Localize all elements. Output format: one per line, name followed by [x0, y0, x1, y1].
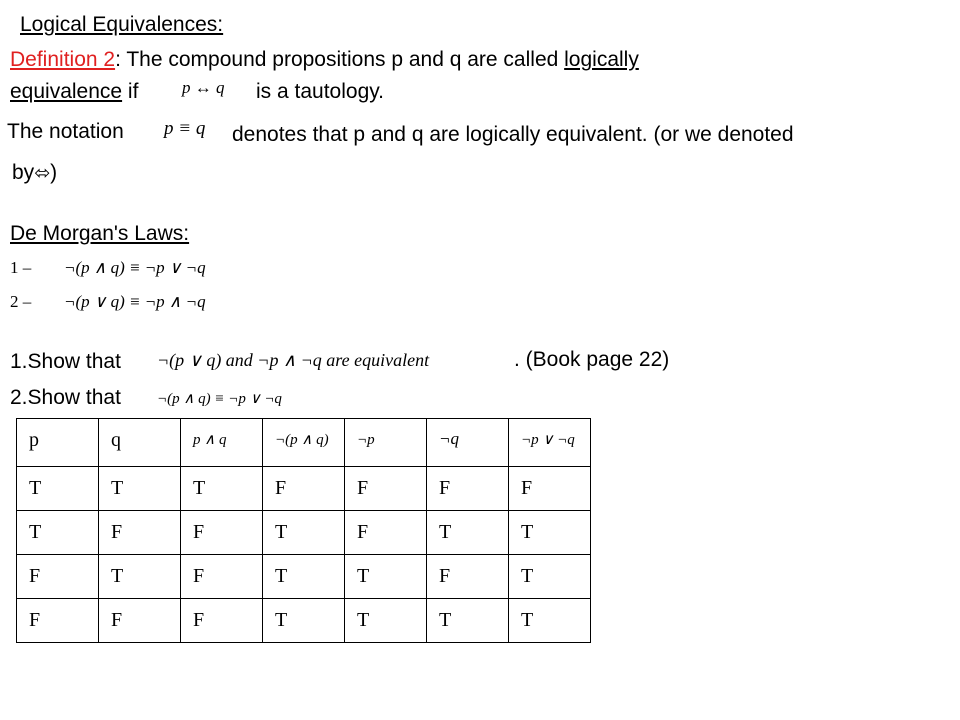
- exercise-1-reference: . (Book page 22): [514, 348, 670, 371]
- header-cell: p ∧ q: [181, 419, 263, 467]
- demorgan-heading: De Morgan's Laws:: [10, 222, 190, 245]
- table-cell: T: [263, 599, 345, 643]
- table-cell: T: [99, 555, 181, 599]
- header-cell: ¬p ∨ ¬q: [509, 419, 591, 467]
- table-cell: T: [263, 555, 345, 599]
- exercise-2-label: 2.Show that: [10, 386, 121, 409]
- table-cell: F: [427, 555, 509, 599]
- table-cell: F: [263, 467, 345, 511]
- exercise-2-formula: ¬(p ∧ q) ≡ ¬p ∨ ¬q: [157, 391, 282, 407]
- exercise-1-formula: ¬(p ∨ q) and ¬p ∧ ¬q are equivalent: [157, 350, 430, 370]
- notation-text: denotes that p and q are logically equivalent. (or we denoted: [232, 123, 794, 146]
- table-cell: T: [181, 467, 263, 511]
- biconditional-formula: p ↔ q: [182, 78, 225, 97]
- table-cell: T: [263, 511, 345, 555]
- law-1-number: 1 –: [10, 258, 32, 277]
- definition-text: : The compound propositions p and q are called: [115, 48, 565, 71]
- table-cell: T: [99, 467, 181, 511]
- table-cell: F: [345, 511, 427, 555]
- table-cell: T: [427, 511, 509, 555]
- table-cell: F: [509, 467, 591, 511]
- table-row: [17, 599, 591, 643]
- definition-term: logically: [564, 48, 639, 71]
- page-title: Logical Equivalences:: [20, 13, 224, 36]
- definition-term-2: equivalence: [10, 80, 123, 103]
- table-cell: T: [345, 599, 427, 643]
- table-row: [17, 511, 591, 555]
- header-cell: ¬p: [345, 419, 427, 467]
- header-cell: ¬q: [427, 419, 509, 467]
- table-cell: T: [509, 599, 591, 643]
- table-cell: T: [509, 555, 591, 599]
- table-cell: T: [17, 467, 99, 511]
- table-header-row: [17, 419, 591, 467]
- table-cell: F: [17, 599, 99, 643]
- table-cell: T: [345, 555, 427, 599]
- table-cell: F: [99, 599, 181, 643]
- table-cell: F: [181, 511, 263, 555]
- law-2-formula: ¬(p ∨ q) ≡ ¬p ∧ ¬q: [64, 292, 206, 311]
- table-row: [17, 467, 591, 511]
- table-row: [17, 555, 591, 599]
- table-cell: F: [17, 555, 99, 599]
- header-cell: p: [17, 419, 99, 467]
- table-cell: T: [427, 599, 509, 643]
- header-cell: ¬(p ∧ q): [263, 419, 345, 467]
- table-cell: T: [509, 511, 591, 555]
- definition-label: Definition 2: [10, 48, 116, 71]
- header-cell: q: [99, 419, 181, 467]
- table-cell: F: [345, 467, 427, 511]
- notation-by: by⬄): [12, 161, 58, 184]
- table-cell: T: [17, 511, 99, 555]
- table-cell: F: [181, 555, 263, 599]
- notation-label: The notation: [7, 120, 124, 143]
- definition-line-1: [10, 47, 639, 73]
- double-arrow-icon: ⬄: [34, 162, 51, 184]
- truth-table: [16, 418, 591, 643]
- law-2-number: 2 –: [10, 292, 32, 311]
- equivalence-formula: p ≡ q: [164, 118, 206, 139]
- law-1-formula: ¬(p ∧ q) ≡ ¬p ∨ ¬q: [64, 258, 206, 277]
- table-cell: F: [427, 467, 509, 511]
- definition-if: if: [122, 80, 139, 103]
- definition-line-2: [10, 79, 138, 105]
- exercise-1-label: 1.Show that: [10, 350, 121, 373]
- table-cell: F: [99, 511, 181, 555]
- definition-tail: is a tautology.: [256, 80, 385, 103]
- table-cell: F: [181, 599, 263, 643]
